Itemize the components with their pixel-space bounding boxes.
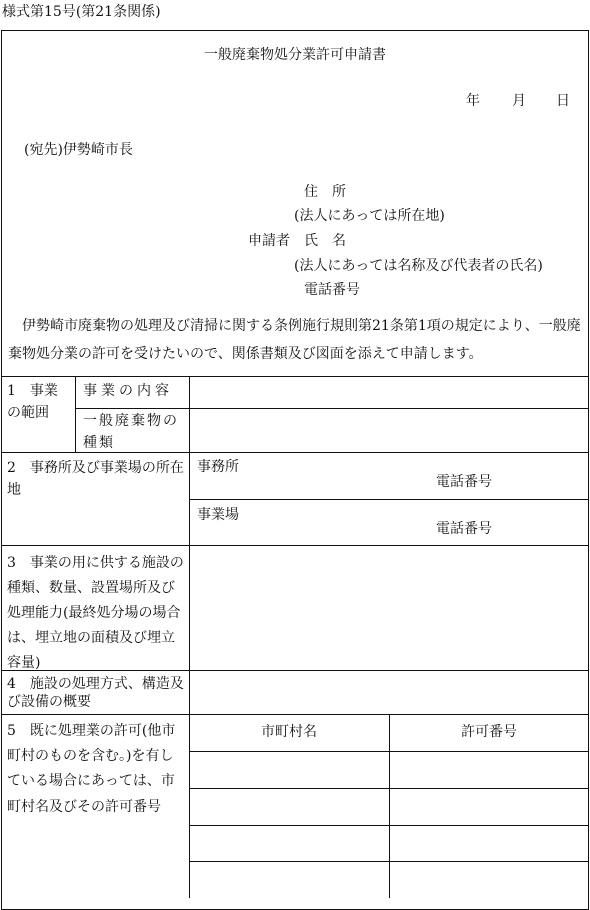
row5-col-vline bbox=[389, 714, 390, 898]
form-title: 一般廃棄物処分業許可申請書 bbox=[204, 47, 386, 63]
row1-inner-vline bbox=[75, 376, 76, 452]
name-label: 氏 名 bbox=[304, 233, 346, 249]
site-label: 事業場 bbox=[197, 507, 239, 523]
addressee: (宛先)伊勢崎市長 bbox=[24, 142, 133, 158]
row3-top-line bbox=[1, 545, 589, 546]
body-text: 伊勢崎市廃棄物の処理及び清掃に関する条例施行規則第21条第1項の規定により、一般廃棄物処分業の許可を受けたいので、関係書類及び図面を添えて申請します。 bbox=[8, 318, 581, 362]
table-top-line bbox=[1, 376, 589, 377]
row3-label: 3 事業の用に供する施設の種類、数量、設置場所及び処理能力(最終処分場の場合は、埋立地の面積及び埋立容量) bbox=[7, 555, 184, 671]
business-content-field[interactable] bbox=[192, 378, 586, 406]
office-label: 事務所 bbox=[197, 459, 239, 475]
row1-sub2-label: 一般廃棄物の種類 bbox=[83, 413, 179, 451]
row2-split-line bbox=[189, 499, 589, 500]
date-year: 年 bbox=[466, 93, 480, 109]
address-note: (法人にあっては所在地) bbox=[294, 208, 445, 224]
date-day: 日 bbox=[556, 93, 570, 109]
facility-overview-field[interactable] bbox=[192, 673, 586, 712]
row5-top-line bbox=[1, 714, 589, 715]
phone-label: 電話番号 bbox=[304, 282, 360, 298]
municipality-col-header: 市町村名 bbox=[261, 724, 317, 740]
permit-number-col-header: 許可番号 bbox=[461, 724, 517, 740]
row1-split-line bbox=[75, 408, 589, 409]
applicant-label: 申請者 bbox=[248, 233, 290, 249]
site-phone-label: 電話番号 bbox=[436, 521, 492, 537]
name-note: (法人にあっては名称及び代表者の氏名) bbox=[294, 258, 543, 274]
form-id: 様式第15号(第21条関係) bbox=[2, 4, 161, 20]
date-month: 月 bbox=[512, 93, 526, 109]
label-value-vline bbox=[189, 452, 190, 898]
waste-type-field[interactable] bbox=[192, 410, 586, 450]
address-label: 住 所 bbox=[304, 184, 346, 200]
row5-label: 5 既に処理業の許可(他市町村のものを含む。)を有している場合にあっては、市町村名及びその許可番号 bbox=[7, 723, 176, 815]
row1-label: 1 事業の範囲 bbox=[7, 383, 58, 421]
row4-label: 4 施設の処理方式、構造及び設備の概要 bbox=[7, 676, 184, 711]
row2-label: 2 事務所及び事業場の所在地 bbox=[7, 460, 184, 498]
row1-sub1-label: 事業の内容 bbox=[83, 383, 173, 399]
row1-value-vline bbox=[189, 376, 190, 452]
facility-field[interactable] bbox=[192, 548, 586, 668]
office-phone-label: 電話番号 bbox=[436, 474, 492, 490]
